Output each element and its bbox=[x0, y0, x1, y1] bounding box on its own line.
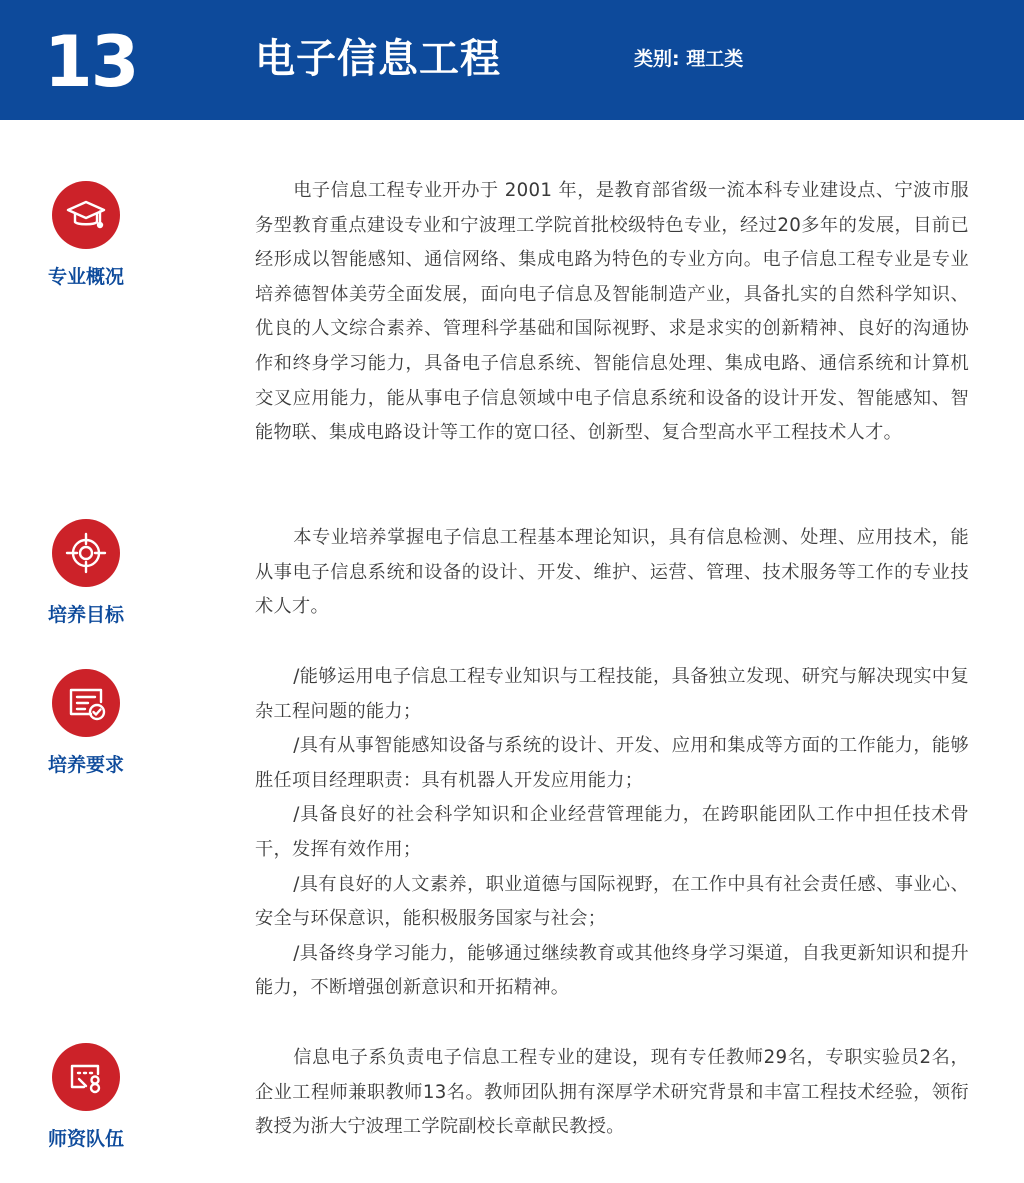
teacher-icon bbox=[52, 1043, 120, 1111]
requirement-item: /具有良好的人文素养，职业道德与国际视野，在工作中具有社会责任感、事业心、安全与环保意识，能积极服务国家与社会； bbox=[255, 873, 969, 930]
requirement-item: /具有从事智能感知设备与系统的设计、开发、应用和集成等方面的工作能力，能够胜任项目经理职责：具有机器人开发应用能力； bbox=[255, 735, 969, 791]
section-requirements-text bbox=[255, 660, 969, 1006]
section-goal-text bbox=[255, 521, 969, 625]
section-requirements-side bbox=[40, 669, 132, 777]
section-label-goal: 培养目标 bbox=[47, 604, 124, 626]
section-overview-side bbox=[40, 181, 132, 289]
major-number: 13 bbox=[44, 21, 138, 103]
target-icon bbox=[52, 519, 120, 587]
requirement-item: /具备终身学习能力，能够通过继续教育或其他终身学习渠道，自我更新知识和提升能力，不断增强创新意识和开拓精神。 bbox=[255, 942, 969, 999]
certificate-icon bbox=[52, 669, 120, 737]
section-goal-side bbox=[40, 519, 132, 627]
section-faculty-side bbox=[40, 1043, 132, 1151]
faculty-paragraph: 信息电子系负责电子信息工程专业的建设，现有专任教师29名，专职实验员2名，企业工程师兼职教师13名。教师团队拥有深厚学术研究背景和丰富工程技术经验，领衔教授为浙大宁波理工学院副校长章献民教授。 bbox=[255, 1047, 969, 1138]
major-title: 电子信息工程 bbox=[255, 36, 501, 82]
section-label-requirements: 培养要求 bbox=[47, 754, 124, 776]
section-label-faculty: 师资队伍 bbox=[47, 1128, 124, 1150]
section-label-overview: 专业概况 bbox=[47, 266, 124, 288]
page-header bbox=[0, 0, 1024, 120]
graduation-cap-icon bbox=[52, 181, 120, 249]
section-faculty-text bbox=[255, 1041, 969, 1145]
section-overview-text bbox=[255, 174, 969, 451]
overview-paragraph: 电子信息工程专业开办于 2001 年，是教育部省级一流本科专业建设点、宁波市服务型教育重点建设专业和宁波理工学院首批校级特色专业，经过20多年的发展，目前已经形成以智能感知、通信网络、集成电路为特色的专业方向。电子信息工程专业是专业培养德智体美劳全面发展，面向电子信息及智能制造产业，具备扎实的自然科学知识、优良的人文综合素养、管理科学基础和国际视野、求是求实的创新精神、良好的沟通协作和终身学习能力，具备电子信息系统、智能信息处理、集成电路、通信系统和计算机交叉应用能力，能从事电子信息领域中电子信息系统和设备的设计开发、智能感知、智能物联、集成电路设计等工作的宽口径、创新型、复合型高水平工程技术人才。 bbox=[255, 180, 969, 444]
goal-paragraph: 本专业培养掌握电子信息工程基本理论知识，具有信息检测、处理、应用技术，能从事电子信息系统和设备的设计、开发、维护、运营、管理、技术服务等工作的专业技术人才。 bbox=[255, 527, 969, 618]
requirement-item: /能够运用电子信息工程专业知识与工程技能，具备独立发现、研究与解决现实中复杂工程问题的能力； bbox=[255, 666, 969, 722]
requirement-item: /具备良好的社会科学知识和企业经营管理能力，在跨职能团队工作中担任技术骨干，发挥有效作用； bbox=[255, 804, 969, 860]
major-category: 类别: 理工类 bbox=[634, 48, 744, 70]
